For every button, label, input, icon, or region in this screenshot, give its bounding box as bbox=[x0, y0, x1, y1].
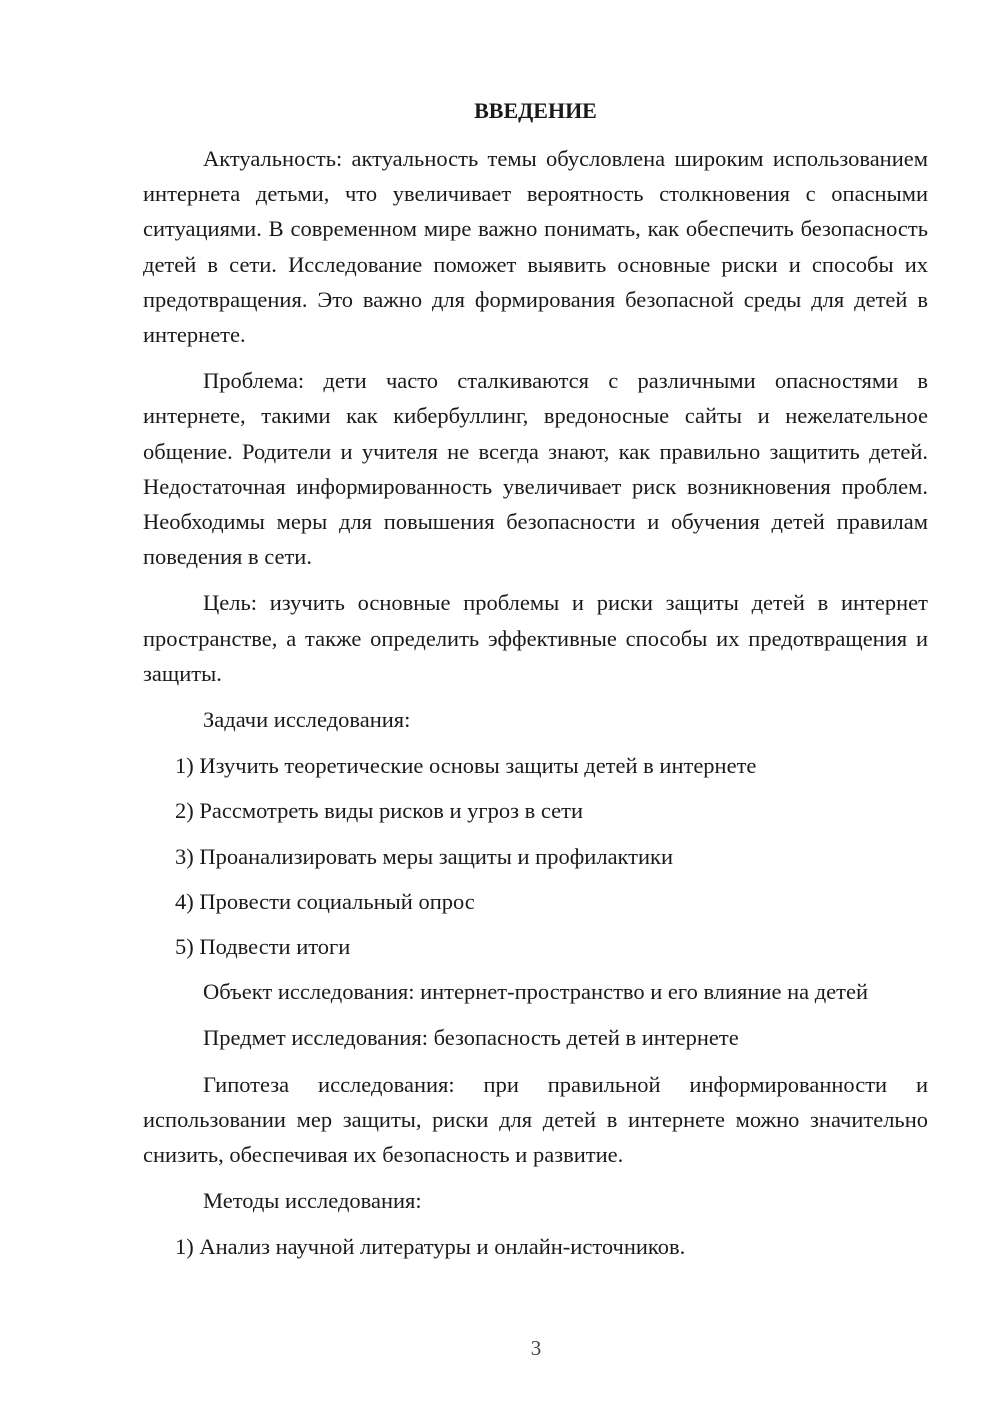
task-item-4: 4) Провести социальный опрос bbox=[175, 888, 475, 914]
object-paragraph: Объект исследования: интернет-пространство и его влияние на детей bbox=[203, 979, 869, 1005]
problem-paragraph: Проблема: дети часто сталкиваются с различными опасностями в интернете, такими как кибербуллинг, вредоносные сайты и нежелательное общение. Родители и учителя не всегда знают, как правильно защитить детей. Недостаточная информированность увеличивает риск возникновения проблем. Необходимы меры для повышения безопасности и обучения детей правилам поведения в сети. bbox=[143, 368, 928, 570]
subject-paragraph: Предмет исследования: безопасность детей в интернете bbox=[203, 1025, 739, 1051]
tasks-heading: Задачи исследования: bbox=[203, 707, 411, 733]
task-item-5: 5) Подвести итоги bbox=[175, 934, 351, 960]
methods-heading: Методы исследования: bbox=[203, 1188, 422, 1214]
methods-list bbox=[143, 1229, 928, 1264]
task-item-2: 2) Рассмотреть виды рисков и угроз в сети bbox=[175, 798, 584, 824]
tasks-list bbox=[143, 748, 928, 964]
goal-paragraph: Цель: изучить основные проблемы и риски защиты детей в интернет пространстве, а также определить эффективные способы их предотвращения и защиты. bbox=[143, 590, 928, 686]
task-item-3: 3) Проанализировать меры защиты и профилактики bbox=[175, 843, 674, 869]
page-content bbox=[143, 96, 928, 1275]
hypothesis-paragraph: Гипотеза исследования: при правильной информированности и использовании мер защиты, риски для детей в интернете можно значительно снизить, обеспечивая их безопасность и развитие. bbox=[143, 1071, 928, 1168]
relevance-paragraph: Актуальность: актуальность темы обусловлена широким использованием интернета детьми, что увеличивает вероятность столкновения с опасными ситуациями. В современном мире важно понимать, как обеспечить безопасность детей в сети. Исследование поможет выявить основные риски и способы их предотвращения. Это важно для формирования безопасной среды для детей в интернете. bbox=[143, 146, 928, 348]
method-item-1: 1) Анализ научной литературы и онлайн-источников. bbox=[175, 1234, 686, 1260]
page-number: 3 bbox=[530, 1336, 542, 1360]
task-item-1: 1) Изучить теоретические основы защиты детей в интернете bbox=[175, 753, 757, 779]
section-title: ВВЕДЕНИЕ bbox=[474, 98, 597, 123]
